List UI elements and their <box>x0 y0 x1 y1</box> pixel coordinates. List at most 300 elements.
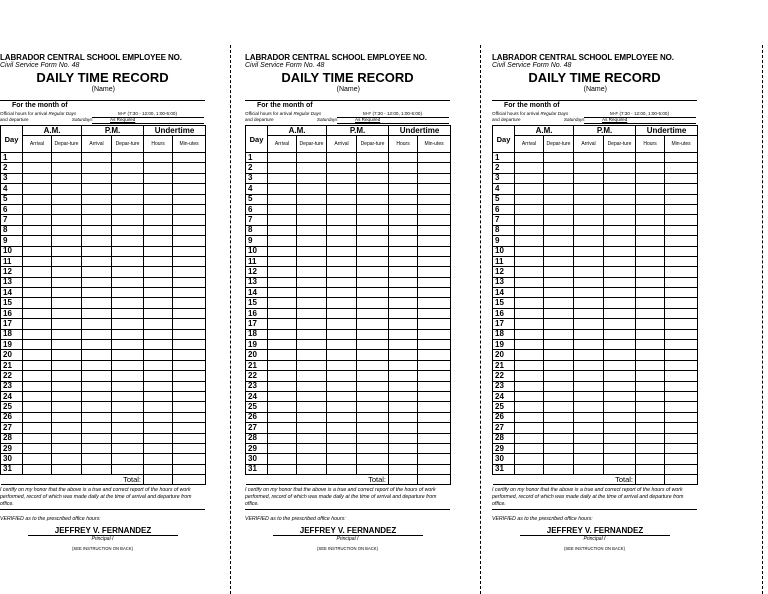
time-cell[interactable] <box>173 256 206 266</box>
time-cell[interactable] <box>144 360 173 370</box>
time-cell[interactable] <box>515 173 544 183</box>
time-cell[interactable] <box>327 163 357 173</box>
time-cell[interactable] <box>82 256 112 266</box>
time-cell[interactable] <box>297 225 327 235</box>
time-cell[interactable] <box>268 163 297 173</box>
time-cell[interactable] <box>82 173 112 183</box>
time-cell[interactable] <box>544 319 574 329</box>
time-cell[interactable] <box>357 371 389 381</box>
time-cell[interactable] <box>82 267 112 277</box>
time-cell[interactable] <box>665 402 698 412</box>
time-cell[interactable] <box>357 267 389 277</box>
time-cell[interactable] <box>144 412 173 422</box>
time-cell[interactable] <box>297 454 327 464</box>
time-cell[interactable] <box>636 433 665 443</box>
time-cell[interactable] <box>268 204 297 214</box>
time-cell[interactable] <box>544 350 574 360</box>
time-cell[interactable] <box>82 454 112 464</box>
time-cell[interactable] <box>574 371 604 381</box>
time-cell[interactable] <box>112 256 144 266</box>
time-cell[interactable] <box>665 464 698 474</box>
time-cell[interactable] <box>23 381 52 391</box>
time-cell[interactable] <box>544 402 574 412</box>
time-cell[interactable] <box>389 391 418 401</box>
time-cell[interactable] <box>604 308 636 318</box>
time-cell[interactable] <box>268 433 297 443</box>
time-cell[interactable] <box>173 236 206 246</box>
time-cell[interactable] <box>297 433 327 443</box>
time-cell[interactable] <box>173 360 206 370</box>
time-cell[interactable] <box>23 319 52 329</box>
time-cell[interactable] <box>418 246 451 256</box>
time-cell[interactable] <box>23 225 52 235</box>
time-cell[interactable] <box>112 236 144 246</box>
time-cell[interactable] <box>636 225 665 235</box>
time-cell[interactable] <box>636 153 665 163</box>
time-cell[interactable] <box>173 215 206 225</box>
time-cell[interactable] <box>544 371 574 381</box>
time-cell[interactable] <box>515 225 544 235</box>
time-cell[interactable] <box>173 308 206 318</box>
time-cell[interactable] <box>515 433 544 443</box>
time-cell[interactable] <box>82 350 112 360</box>
time-cell[interactable] <box>515 184 544 194</box>
time-cell[interactable] <box>268 391 297 401</box>
time-cell[interactable] <box>268 256 297 266</box>
time-cell[interactable] <box>574 464 604 474</box>
time-cell[interactable] <box>173 298 206 308</box>
time-cell[interactable] <box>636 381 665 391</box>
time-cell[interactable] <box>268 371 297 381</box>
time-cell[interactable] <box>665 288 698 298</box>
time-cell[interactable] <box>636 288 665 298</box>
time-cell[interactable] <box>544 464 574 474</box>
time-cell[interactable] <box>357 319 389 329</box>
time-cell[interactable] <box>665 423 698 433</box>
time-cell[interactable] <box>544 381 574 391</box>
time-cell[interactable] <box>574 153 604 163</box>
time-cell[interactable] <box>418 402 451 412</box>
time-cell[interactable] <box>297 340 327 350</box>
time-cell[interactable] <box>268 443 297 453</box>
time-cell[interactable] <box>604 256 636 266</box>
time-cell[interactable] <box>23 153 52 163</box>
time-cell[interactable] <box>23 402 52 412</box>
time-cell[interactable] <box>297 184 327 194</box>
time-cell[interactable] <box>418 412 451 422</box>
time-cell[interactable] <box>357 225 389 235</box>
time-cell[interactable] <box>418 236 451 246</box>
time-cell[interactable] <box>636 277 665 287</box>
time-cell[interactable] <box>544 391 574 401</box>
time-cell[interactable] <box>574 360 604 370</box>
time-cell[interactable] <box>389 371 418 381</box>
time-cell[interactable] <box>357 308 389 318</box>
time-cell[interactable] <box>297 204 327 214</box>
time-cell[interactable] <box>604 371 636 381</box>
time-cell[interactable] <box>327 464 357 474</box>
total-hours-cell[interactable] <box>144 475 173 485</box>
time-cell[interactable] <box>636 454 665 464</box>
time-cell[interactable] <box>144 236 173 246</box>
time-cell[interactable] <box>515 246 544 256</box>
time-cell[interactable] <box>515 371 544 381</box>
time-cell[interactable] <box>665 215 698 225</box>
time-cell[interactable] <box>604 443 636 453</box>
time-cell[interactable] <box>297 288 327 298</box>
time-cell[interactable] <box>357 433 389 443</box>
time-cell[interactable] <box>144 329 173 339</box>
time-cell[interactable] <box>604 184 636 194</box>
time-cell[interactable] <box>297 267 327 277</box>
time-cell[interactable] <box>144 267 173 277</box>
time-cell[interactable] <box>327 288 357 298</box>
time-cell[interactable] <box>389 412 418 422</box>
time-cell[interactable] <box>52 288 82 298</box>
time-cell[interactable] <box>23 173 52 183</box>
time-cell[interactable] <box>327 329 357 339</box>
time-cell[interactable] <box>327 412 357 422</box>
time-cell[interactable] <box>515 412 544 422</box>
time-cell[interactable] <box>144 215 173 225</box>
time-cell[interactable] <box>327 153 357 163</box>
time-cell[interactable] <box>52 464 82 474</box>
time-cell[interactable] <box>515 350 544 360</box>
time-cell[interactable] <box>144 319 173 329</box>
time-cell[interactable] <box>327 391 357 401</box>
time-cell[interactable] <box>574 329 604 339</box>
time-cell[interactable] <box>112 454 144 464</box>
time-cell[interactable] <box>52 423 82 433</box>
time-cell[interactable] <box>52 173 82 183</box>
time-cell[interactable] <box>574 184 604 194</box>
time-cell[interactable] <box>82 204 112 214</box>
time-cell[interactable] <box>52 360 82 370</box>
time-cell[interactable] <box>418 340 451 350</box>
time-cell[interactable] <box>357 412 389 422</box>
time-cell[interactable] <box>52 391 82 401</box>
time-cell[interactable] <box>82 308 112 318</box>
time-cell[interactable] <box>665 204 698 214</box>
time-cell[interactable] <box>82 277 112 287</box>
time-cell[interactable] <box>389 298 418 308</box>
time-cell[interactable] <box>297 246 327 256</box>
time-cell[interactable] <box>515 443 544 453</box>
time-cell[interactable] <box>112 412 144 422</box>
time-cell[interactable] <box>112 163 144 173</box>
time-cell[interactable] <box>52 340 82 350</box>
time-cell[interactable] <box>327 246 357 256</box>
time-cell[interactable] <box>112 391 144 401</box>
time-cell[interactable] <box>604 236 636 246</box>
time-cell[interactable] <box>665 340 698 350</box>
time-cell[interactable] <box>268 423 297 433</box>
time-cell[interactable] <box>544 412 574 422</box>
time-cell[interactable] <box>357 184 389 194</box>
time-cell[interactable] <box>604 329 636 339</box>
time-cell[interactable] <box>327 402 357 412</box>
time-cell[interactable] <box>23 215 52 225</box>
time-cell[interactable] <box>144 350 173 360</box>
time-cell[interactable] <box>112 288 144 298</box>
time-cell[interactable] <box>297 308 327 318</box>
time-cell[interactable] <box>515 153 544 163</box>
time-cell[interactable] <box>23 443 52 453</box>
time-cell[interactable] <box>418 454 451 464</box>
time-cell[interactable] <box>389 163 418 173</box>
time-cell[interactable] <box>173 173 206 183</box>
time-cell[interactable] <box>665 391 698 401</box>
time-cell[interactable] <box>173 402 206 412</box>
time-cell[interactable] <box>665 319 698 329</box>
time-cell[interactable] <box>515 256 544 266</box>
time-cell[interactable] <box>82 225 112 235</box>
time-cell[interactable] <box>173 350 206 360</box>
time-cell[interactable] <box>544 360 574 370</box>
time-cell[interactable] <box>173 464 206 474</box>
time-cell[interactable] <box>82 340 112 350</box>
time-cell[interactable] <box>52 319 82 329</box>
time-cell[interactable] <box>389 308 418 318</box>
time-cell[interactable] <box>544 329 574 339</box>
time-cell[interactable] <box>82 236 112 246</box>
time-cell[interactable] <box>144 173 173 183</box>
time-cell[interactable] <box>144 256 173 266</box>
time-cell[interactable] <box>418 360 451 370</box>
time-cell[interactable] <box>418 194 451 204</box>
time-cell[interactable] <box>112 464 144 474</box>
time-cell[interactable] <box>515 402 544 412</box>
time-cell[interactable] <box>389 153 418 163</box>
time-cell[interactable] <box>418 153 451 163</box>
time-cell[interactable] <box>418 308 451 318</box>
time-cell[interactable] <box>268 194 297 204</box>
time-cell[interactable] <box>357 236 389 246</box>
time-cell[interactable] <box>636 173 665 183</box>
time-cell[interactable] <box>665 412 698 422</box>
time-cell[interactable] <box>357 443 389 453</box>
time-cell[interactable] <box>297 153 327 163</box>
time-cell[interactable] <box>389 267 418 277</box>
time-cell[interactable] <box>544 267 574 277</box>
time-cell[interactable] <box>327 204 357 214</box>
time-cell[interactable] <box>515 277 544 287</box>
time-cell[interactable] <box>574 412 604 422</box>
time-cell[interactable] <box>52 308 82 318</box>
time-cell[interactable] <box>665 163 698 173</box>
time-cell[interactable] <box>112 371 144 381</box>
time-cell[interactable] <box>327 194 357 204</box>
time-cell[interactable] <box>52 277 82 287</box>
time-cell[interactable] <box>52 443 82 453</box>
time-cell[interactable] <box>297 163 327 173</box>
time-cell[interactable] <box>389 236 418 246</box>
time-cell[interactable] <box>82 319 112 329</box>
time-cell[interactable] <box>604 288 636 298</box>
time-cell[interactable] <box>665 454 698 464</box>
time-cell[interactable] <box>297 464 327 474</box>
time-cell[interactable] <box>357 464 389 474</box>
time-cell[interactable] <box>23 267 52 277</box>
time-cell[interactable] <box>23 163 52 173</box>
time-cell[interactable] <box>604 215 636 225</box>
time-cell[interactable] <box>327 215 357 225</box>
time-cell[interactable] <box>544 153 574 163</box>
time-cell[interactable] <box>544 277 574 287</box>
time-cell[interactable] <box>357 350 389 360</box>
time-cell[interactable] <box>268 267 297 277</box>
time-cell[interactable] <box>144 298 173 308</box>
time-cell[interactable] <box>418 381 451 391</box>
total-minutes-cell[interactable] <box>418 475 451 485</box>
time-cell[interactable] <box>173 454 206 464</box>
time-cell[interactable] <box>327 225 357 235</box>
time-cell[interactable] <box>574 381 604 391</box>
time-cell[interactable] <box>327 381 357 391</box>
time-cell[interactable] <box>52 433 82 443</box>
time-cell[interactable] <box>418 433 451 443</box>
time-cell[interactable] <box>357 423 389 433</box>
time-cell[interactable] <box>112 277 144 287</box>
time-cell[interactable] <box>604 153 636 163</box>
time-cell[interactable] <box>665 360 698 370</box>
time-cell[interactable] <box>636 215 665 225</box>
time-cell[interactable] <box>574 194 604 204</box>
time-cell[interactable] <box>268 464 297 474</box>
time-cell[interactable] <box>544 433 574 443</box>
total-hours-cell[interactable] <box>636 475 665 485</box>
total-minutes-cell[interactable] <box>665 475 698 485</box>
time-cell[interactable] <box>112 298 144 308</box>
time-cell[interactable] <box>604 423 636 433</box>
time-cell[interactable] <box>297 173 327 183</box>
time-cell[interactable] <box>173 381 206 391</box>
time-cell[interactable] <box>515 194 544 204</box>
time-cell[interactable] <box>418 256 451 266</box>
time-cell[interactable] <box>23 464 52 474</box>
time-cell[interactable] <box>515 288 544 298</box>
time-cell[interactable] <box>52 454 82 464</box>
time-cell[interactable] <box>515 329 544 339</box>
time-cell[interactable] <box>604 412 636 422</box>
time-cell[interactable] <box>112 204 144 214</box>
time-cell[interactable] <box>52 412 82 422</box>
time-cell[interactable] <box>144 402 173 412</box>
time-cell[interactable] <box>636 236 665 246</box>
time-cell[interactable] <box>665 184 698 194</box>
time-cell[interactable] <box>574 350 604 360</box>
time-cell[interactable] <box>173 391 206 401</box>
time-cell[interactable] <box>665 329 698 339</box>
time-cell[interactable] <box>357 215 389 225</box>
time-cell[interactable] <box>144 308 173 318</box>
time-cell[interactable] <box>144 153 173 163</box>
total-minutes-cell[interactable] <box>173 475 206 485</box>
time-cell[interactable] <box>389 204 418 214</box>
time-cell[interactable] <box>544 163 574 173</box>
time-cell[interactable] <box>515 340 544 350</box>
time-cell[interactable] <box>544 454 574 464</box>
time-cell[interactable] <box>82 360 112 370</box>
time-cell[interactable] <box>173 433 206 443</box>
time-cell[interactable] <box>144 204 173 214</box>
time-cell[interactable] <box>52 350 82 360</box>
total-hours-cell[interactable] <box>389 475 418 485</box>
time-cell[interactable] <box>173 443 206 453</box>
time-cell[interactable] <box>112 194 144 204</box>
time-cell[interactable] <box>52 153 82 163</box>
time-cell[interactable] <box>636 402 665 412</box>
time-cell[interactable] <box>173 423 206 433</box>
time-cell[interactable] <box>574 173 604 183</box>
time-cell[interactable] <box>112 350 144 360</box>
time-cell[interactable] <box>636 246 665 256</box>
time-cell[interactable] <box>418 329 451 339</box>
time-cell[interactable] <box>112 319 144 329</box>
time-cell[interactable] <box>665 194 698 204</box>
time-cell[interactable] <box>144 381 173 391</box>
time-cell[interactable] <box>23 246 52 256</box>
time-cell[interactable] <box>327 350 357 360</box>
time-cell[interactable] <box>515 319 544 329</box>
time-cell[interactable] <box>665 308 698 318</box>
time-cell[interactable] <box>574 308 604 318</box>
time-cell[interactable] <box>604 225 636 235</box>
time-cell[interactable] <box>544 246 574 256</box>
time-cell[interactable] <box>574 402 604 412</box>
time-cell[interactable] <box>574 454 604 464</box>
time-cell[interactable] <box>268 288 297 298</box>
time-cell[interactable] <box>268 454 297 464</box>
time-cell[interactable] <box>389 423 418 433</box>
time-cell[interactable] <box>418 204 451 214</box>
time-cell[interactable] <box>357 256 389 266</box>
time-cell[interactable] <box>357 402 389 412</box>
time-cell[interactable] <box>268 225 297 235</box>
time-cell[interactable] <box>357 163 389 173</box>
time-cell[interactable] <box>604 464 636 474</box>
time-cell[interactable] <box>574 288 604 298</box>
time-cell[interactable] <box>604 194 636 204</box>
time-cell[interactable] <box>604 402 636 412</box>
time-cell[interactable] <box>389 319 418 329</box>
time-cell[interactable] <box>173 267 206 277</box>
time-cell[interactable] <box>544 298 574 308</box>
time-cell[interactable] <box>418 225 451 235</box>
time-cell[interactable] <box>327 454 357 464</box>
time-cell[interactable] <box>418 288 451 298</box>
time-cell[interactable] <box>544 256 574 266</box>
time-cell[interactable] <box>112 340 144 350</box>
time-cell[interactable] <box>604 454 636 464</box>
time-cell[interactable] <box>574 236 604 246</box>
time-cell[interactable] <box>327 433 357 443</box>
time-cell[interactable] <box>268 277 297 287</box>
time-cell[interactable] <box>389 194 418 204</box>
time-cell[interactable] <box>173 319 206 329</box>
time-cell[interactable] <box>418 391 451 401</box>
time-cell[interactable] <box>268 340 297 350</box>
time-cell[interactable] <box>636 391 665 401</box>
time-cell[interactable] <box>173 288 206 298</box>
time-cell[interactable] <box>297 443 327 453</box>
time-cell[interactable] <box>389 225 418 235</box>
time-cell[interactable] <box>515 381 544 391</box>
time-cell[interactable] <box>268 246 297 256</box>
time-cell[interactable] <box>112 184 144 194</box>
time-cell[interactable] <box>604 433 636 443</box>
time-cell[interactable] <box>604 163 636 173</box>
